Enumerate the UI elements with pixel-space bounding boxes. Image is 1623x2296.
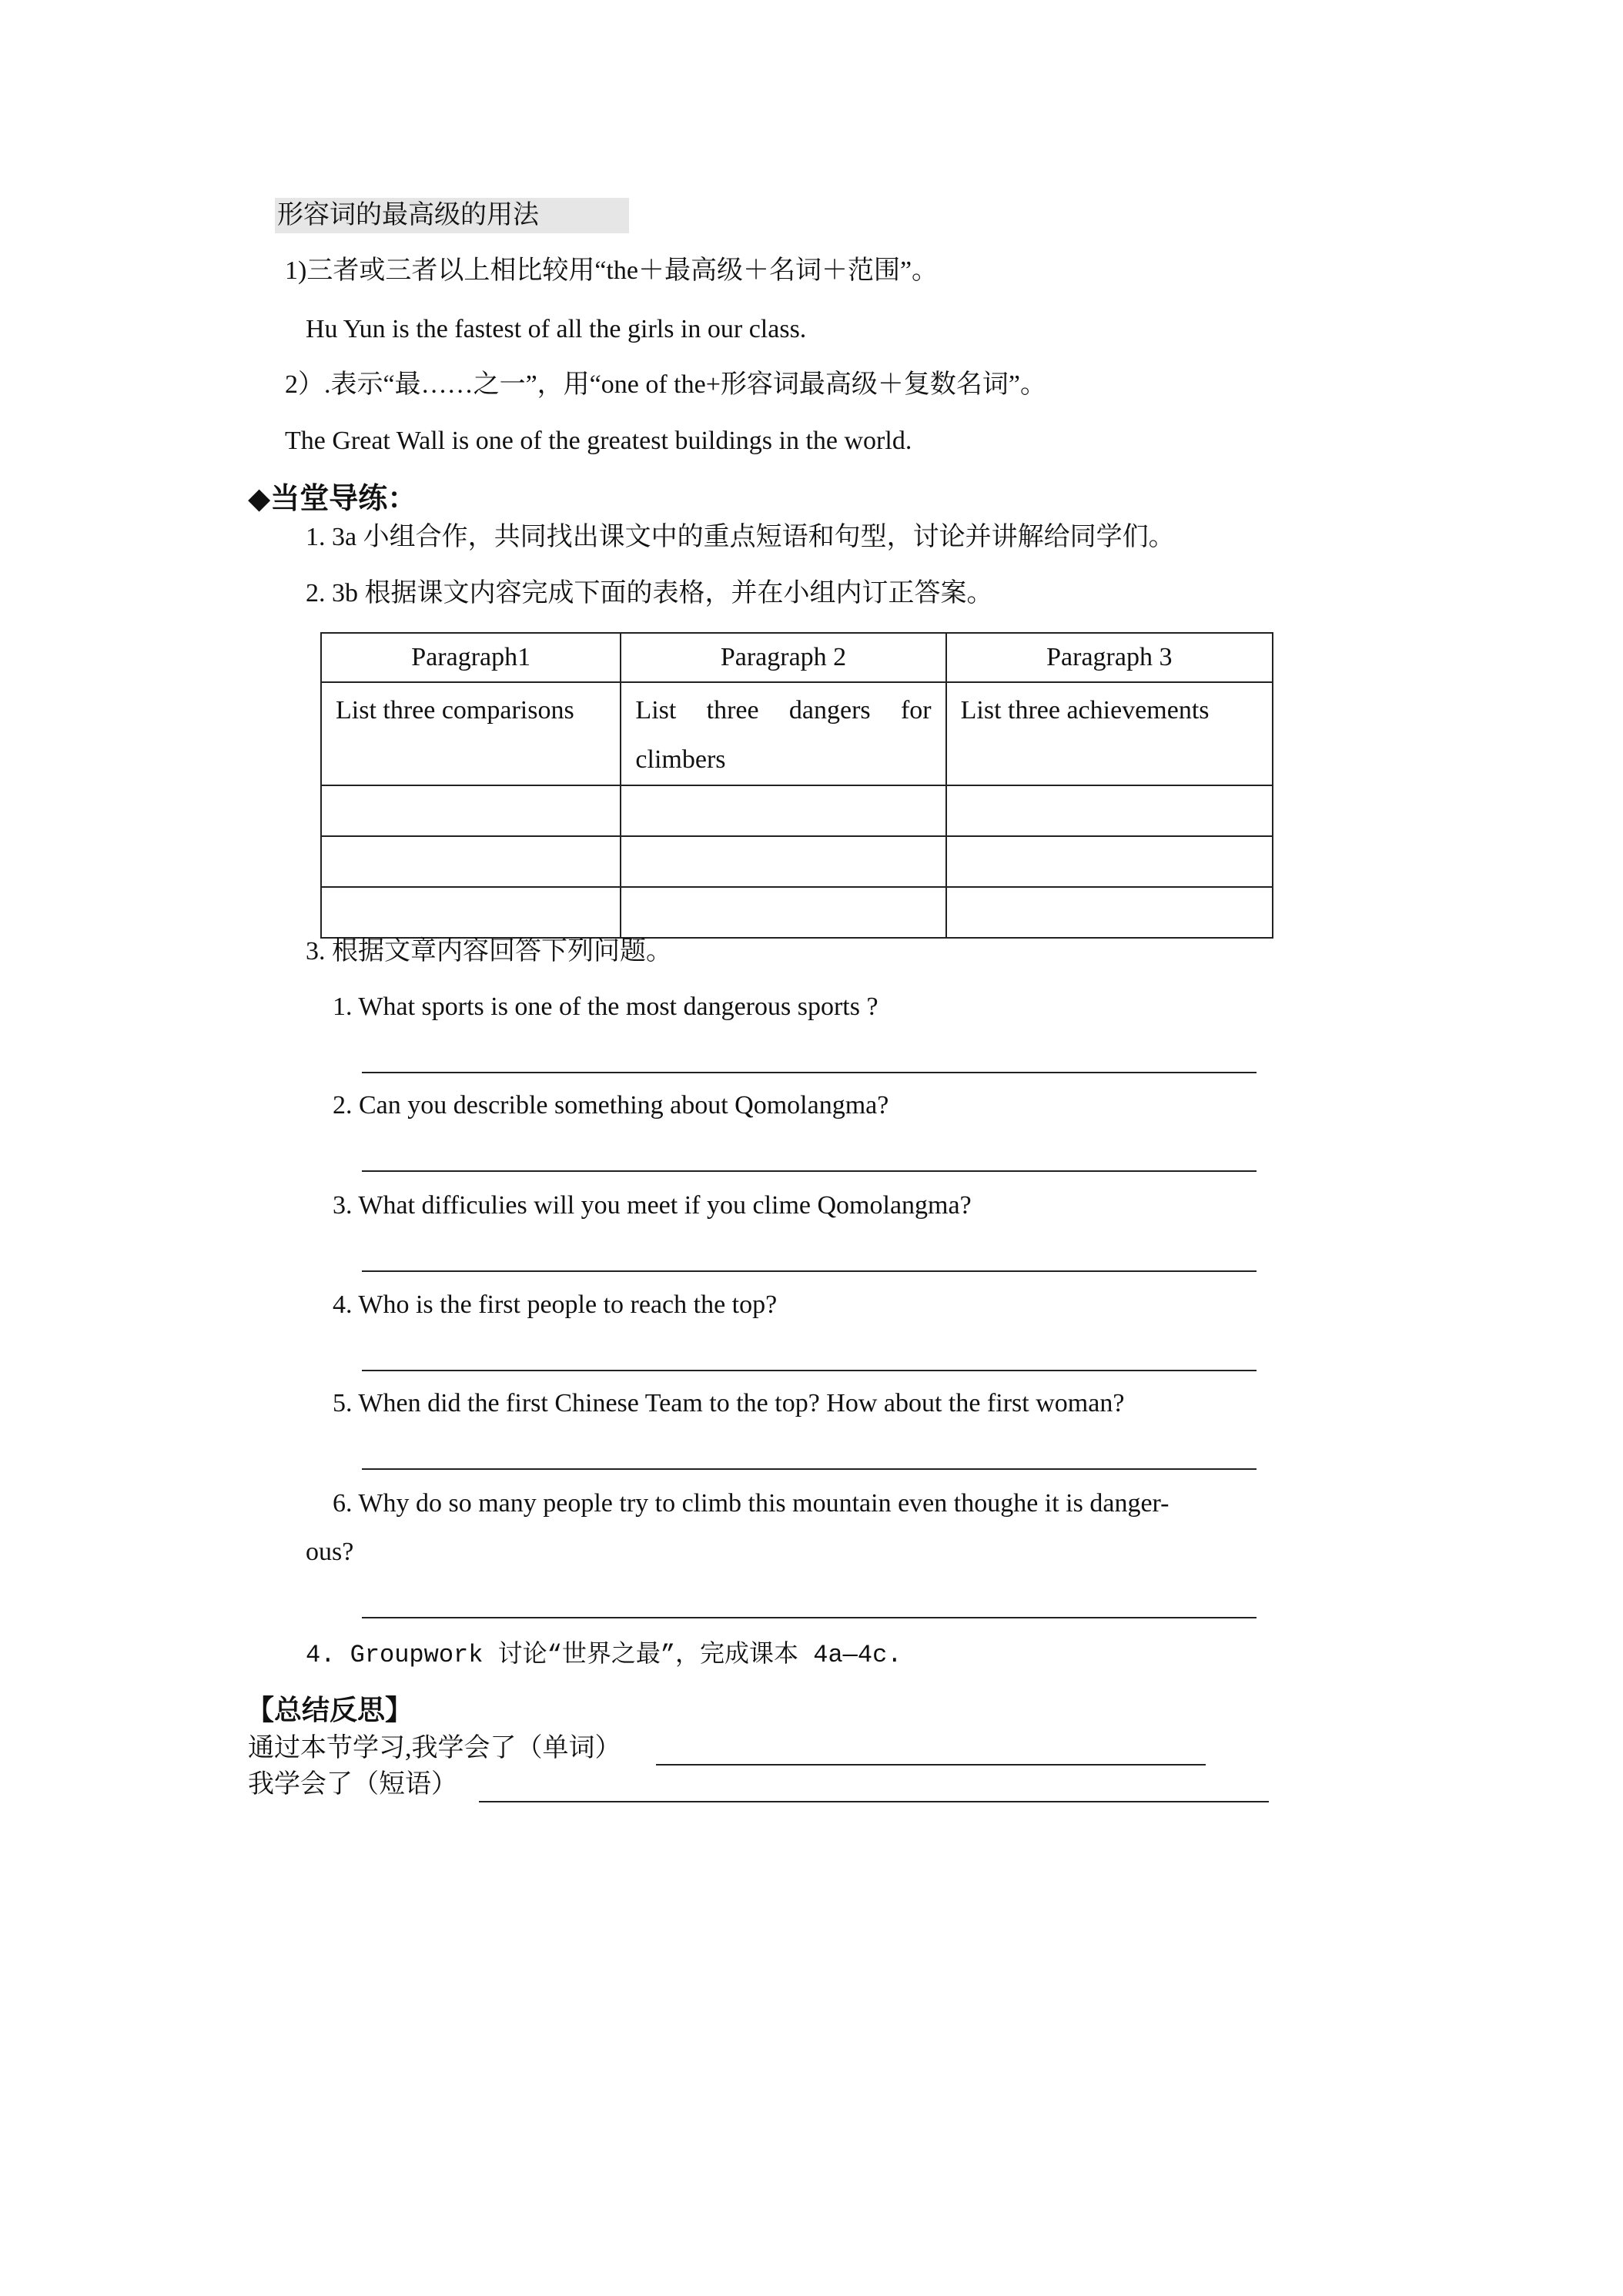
example-2: The Great Wall is one of the greatest buildings in the world. <box>285 427 912 455</box>
question-6-continued: ous? <box>306 1538 354 1566</box>
question-1: 1. What sports is one of the most dangerous sports ? <box>333 992 878 1021</box>
table-cell-blank[interactable] <box>621 887 945 938</box>
phrases-answer-line[interactable] <box>479 1801 1269 1802</box>
question-6: 6. Why do so many people try to climb this mountain even thoughe it is danger- <box>333 1489 1170 1518</box>
question-5: 5. When did the first Chinese Team to the top? How about the first woman? <box>333 1389 1125 1417</box>
practice-heading: ◆当堂导练： <box>248 481 417 515</box>
question-3: 3. What difficulies will you meet if you clime Qomolangma? <box>333 1191 972 1220</box>
table-cell-blank[interactable] <box>946 836 1273 887</box>
table-header-cell: Paragraph 3 <box>946 633 1273 682</box>
table-cell-blank[interactable] <box>621 836 945 887</box>
grammar-title: 形容词的最高级的用法 <box>277 201 539 229</box>
answer-line[interactable] <box>362 1072 1257 1073</box>
table-cell-blank[interactable] <box>321 785 621 836</box>
task-4: 4. Groupwork 讨论“世界之最”，完成课本 4a—4c. <box>306 1641 902 1669</box>
summary-heading: 【总结反思】 <box>246 1695 413 1726</box>
answer-line[interactable] <box>362 1617 1257 1618</box>
table-cell-blank[interactable] <box>946 785 1273 836</box>
table-header-cell: Paragraph1 <box>321 633 621 682</box>
answer-table <box>320 632 1273 939</box>
table-row <box>321 887 1273 938</box>
rule-1: 1)三者或三者以上相比较用“the＋最高级＋名词＋范围”。 <box>285 256 939 285</box>
answer-line[interactable] <box>362 1468 1257 1470</box>
table-cell <box>946 682 1273 785</box>
table-cell-blank[interactable] <box>321 887 621 938</box>
table-header-cell: Paragraph 2 <box>621 633 945 682</box>
summary-words-label: 通过本节学习,我学会了（单词） <box>248 1734 621 1762</box>
table-cell-text: List three dangers for climbers <box>635 696 932 774</box>
example-1: Hu Yun is the fastest of all the girls in our class. <box>306 315 807 343</box>
table-cell-blank[interactable] <box>621 785 945 836</box>
table-cell-text: List three achievements <box>960 696 1210 725</box>
table-cell-text: List three comparisons <box>336 696 574 725</box>
answer-line[interactable] <box>362 1270 1257 1272</box>
table-cell-blank[interactable] <box>321 836 621 887</box>
table-header-row <box>321 633 1273 682</box>
table-cell-blank[interactable] <box>946 887 1273 938</box>
table-cell <box>321 682 621 785</box>
table-cell <box>621 682 945 785</box>
table-row <box>321 836 1273 887</box>
table-row <box>321 785 1273 836</box>
task-2: 2. 3b 根据课文内容完成下面的表格，并在小组内订正答案。 <box>306 579 993 607</box>
task-1: 1. 3a 小组合作，共同找出课文中的重点短语和句型，讨论并讲解给同学们。 <box>306 523 1175 551</box>
summary-phrases-label: 我学会了（短语） <box>248 1770 457 1799</box>
question-2: 2. Can you describle something about Qomolangma? <box>333 1091 889 1120</box>
task-3: 3. 根据文章内容回答下列问题。 <box>306 937 672 966</box>
words-answer-line[interactable] <box>656 1764 1206 1766</box>
table-row <box>321 682 1273 785</box>
answer-line[interactable] <box>362 1170 1257 1172</box>
rule-2: 2）.表示“最……之一”，用“one of the+形容词最高级＋复数名词”。 <box>285 370 1046 399</box>
question-4: 4. Who is the first people to reach the top? <box>333 1290 778 1319</box>
answer-line[interactable] <box>362 1370 1257 1371</box>
